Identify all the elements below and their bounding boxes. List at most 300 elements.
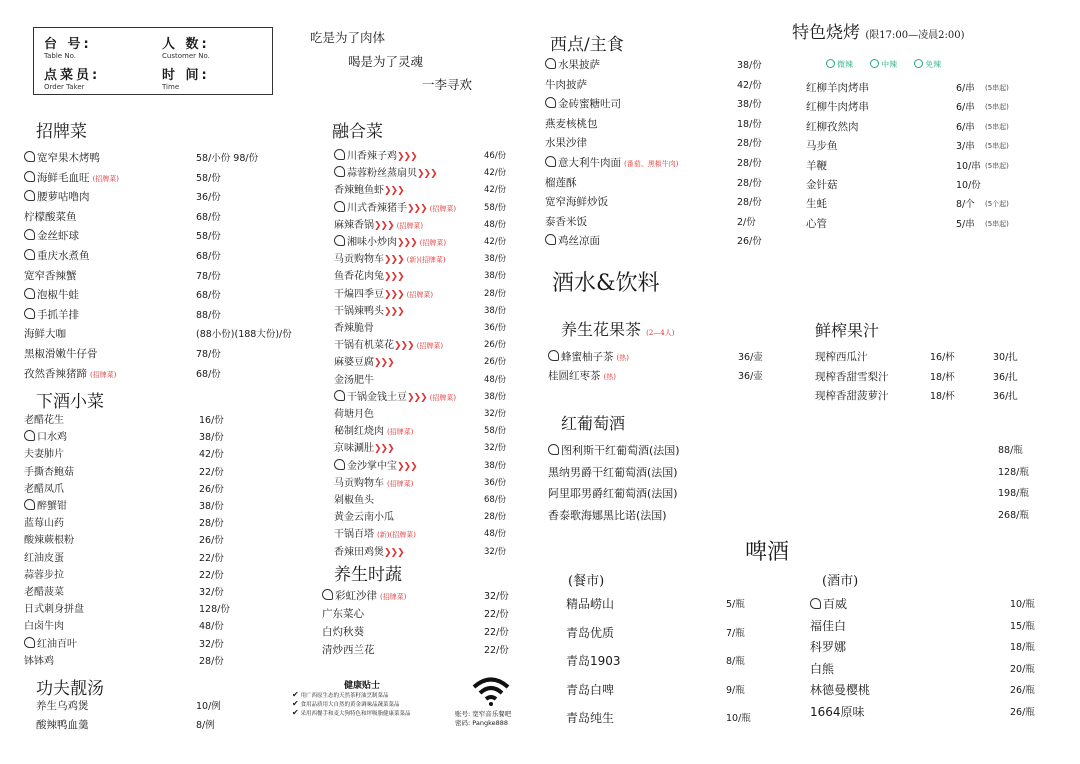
menu-item-name — [545, 175, 577, 192]
item-name-text: 现榨西瓜汁 — [815, 351, 868, 363]
menu-item-row[interactable] — [322, 642, 509, 659]
item-name-text: 海鲜毛血旺 — [37, 171, 90, 184]
recommend-hand-icon — [810, 598, 821, 609]
menu-item-row[interactable] — [24, 532, 234, 549]
item-name-text: 羊鞭 — [806, 159, 827, 172]
menu-item-name — [548, 349, 629, 367]
menu-item-row[interactable] — [810, 661, 1040, 678]
menu-item-name — [548, 464, 678, 481]
menu-item-name — [334, 544, 404, 562]
menu-item-price: 38/份 — [484, 460, 507, 471]
time-field[interactable] — [162, 64, 210, 91]
menu-item-price: 42/份 — [737, 79, 762, 91]
item-name-text: 马步鱼 — [806, 140, 838, 153]
menu-item-price: 5/瓶 — [726, 599, 745, 610]
menu-item-name — [545, 57, 600, 74]
menu-item-price: 28/份 — [737, 138, 762, 150]
menu-item-price: 28/份 — [484, 512, 507, 523]
menu-item-price: 28/份 — [737, 177, 762, 189]
menu-item-price: 38/份 — [199, 432, 224, 444]
menu-item-name — [334, 389, 456, 407]
item-name-text: 青岛白啤 — [566, 682, 615, 697]
customer-no-label: 人 数: — [162, 37, 210, 52]
item-name-text: 老醋花生 — [24, 415, 64, 426]
menu-item-row[interactable] — [810, 596, 1040, 613]
item-tag: (招牌菜) — [380, 593, 407, 601]
menu-item-name — [810, 704, 865, 721]
item-tag: (招牌菜) — [92, 174, 119, 183]
menu-item-row[interactable] — [24, 209, 304, 226]
menu-item-name — [24, 346, 98, 363]
menu-item-price: 28/份 — [199, 518, 224, 530]
menu-item-row[interactable] — [322, 624, 509, 641]
menu-item-name — [806, 138, 838, 155]
order-header-box — [33, 27, 273, 95]
menu-item-row[interactable] — [24, 150, 304, 167]
menu-item-row[interactable] — [548, 485, 1038, 502]
menu-item-row[interactable] — [24, 618, 234, 635]
menu-item-name — [24, 550, 64, 567]
menu-item-name — [810, 596, 847, 613]
menu-item-row[interactable] — [334, 389, 509, 406]
health-tip-2: ✔ 食用品质用大自然的黄金调味品蔬菜菜品 — [292, 699, 400, 708]
recommend-hand-icon — [545, 97, 556, 108]
recommend-hand-icon — [334, 166, 345, 177]
recommend-hand-icon — [548, 444, 559, 455]
menu-item-price: 10/瓶 — [726, 713, 751, 724]
menu-item-name — [24, 366, 116, 384]
menu-item-price: 36/壶 — [738, 352, 763, 363]
menu-item-row[interactable] — [548, 507, 1038, 524]
menu-item-name — [566, 682, 614, 699]
menu-item-row[interactable] — [24, 189, 304, 206]
menu-item-row[interactable] — [810, 704, 1040, 721]
bbq-min-note: (5串起) — [985, 103, 1009, 112]
menu-item-price: 32/份 — [484, 409, 507, 419]
spicy-chili-icon: ❯❯❯ — [397, 461, 417, 472]
menu-item-row[interactable] — [545, 194, 775, 211]
health-tip-1: ✔ 用广西原生态的天然茶籽油烹制菜品 — [292, 690, 389, 699]
menu-item-row[interactable] — [548, 368, 788, 385]
juice-cup-price: 18/杯 — [930, 391, 955, 402]
menu-item-row[interactable] — [24, 464, 234, 481]
item-tag: (热) — [603, 373, 616, 381]
menu-item-name — [24, 228, 79, 245]
menu-item-row[interactable] — [334, 354, 509, 371]
menu-item-price: 28/份 — [199, 655, 224, 667]
menu-item-row[interactable] — [334, 148, 509, 165]
bbq-min-note: (5串起) — [985, 142, 1009, 151]
menu-item-row[interactable] — [24, 268, 304, 285]
quote-line-3: 一李寻欢 — [422, 77, 473, 92]
menu-item-row[interactable] — [334, 320, 509, 337]
item-name-text: 秘制红烧肉 — [334, 426, 384, 438]
menu-item-row[interactable] — [334, 544, 509, 561]
menu-item-row[interactable] — [24, 346, 304, 363]
item-name-text: 香辣田鸡煲 — [334, 546, 384, 558]
recommend-hand-icon — [334, 235, 345, 246]
menu-item-row[interactable] — [24, 248, 304, 265]
menu-item-row[interactable] — [815, 349, 1045, 366]
menu-item-name — [545, 77, 587, 94]
item-name-text: 香辣鲍鱼虾 — [334, 185, 384, 197]
menu-item-row[interactable] — [24, 584, 234, 601]
item-tag: (招牌菜) — [419, 239, 447, 247]
item-tag: (招牌菜) — [406, 290, 434, 299]
menu-item-price: 8/例 — [196, 720, 215, 731]
menu-item-row[interactable] — [334, 372, 509, 389]
spicy-option-mild[interactable]: 微辣 — [826, 60, 853, 69]
menu-item-row[interactable] — [806, 158, 1046, 175]
menu-item-price: 58/份 — [484, 202, 507, 213]
menu-item-name — [810, 661, 834, 678]
menu-item-price: 58/份 — [484, 426, 507, 437]
menu-item-row[interactable] — [24, 446, 234, 463]
item-name-text: 干锅有机菜花 — [334, 340, 394, 352]
table-no-field[interactable] — [44, 33, 92, 60]
recommend-hand-icon — [24, 288, 35, 299]
item-name-text: 现榨香甜雪梨汁 — [815, 370, 889, 383]
menu-item-price: 68/份 — [484, 495, 507, 505]
menu-item-price: 48/份 — [484, 219, 507, 230]
item-name-text: 鱼香花肉兔 — [334, 271, 384, 283]
menu-item-name — [24, 429, 67, 446]
menu-item-row[interactable] — [806, 177, 1046, 194]
menu-item-name — [334, 440, 394, 458]
menu-item-price: 42/份 — [484, 237, 507, 247]
item-tag: (招牌菜) — [387, 428, 414, 437]
menu-item-row[interactable] — [815, 388, 1045, 405]
spicy-chili-icon: ❯❯❯ — [384, 255, 404, 266]
menu-item-price: 26/瓶 — [1010, 707, 1035, 718]
menu-item-row[interactable] — [548, 442, 1038, 459]
menu-item-name — [334, 165, 437, 183]
menu-item-row[interactable] — [24, 366, 304, 383]
menu-item-row[interactable] — [24, 412, 234, 429]
item-tag: (番茄、黑椒牛肉) — [624, 160, 679, 168]
menu-item-price: 128/瓶 — [998, 466, 1029, 478]
menu-item-row[interactable] — [545, 155, 775, 172]
menu-item-price: 22/份 — [199, 552, 224, 564]
menu-item-row[interactable] — [810, 618, 1040, 635]
menu-item-price: 42/份 — [484, 168, 507, 179]
item-name-text: 宽窄海鲜炒饭 — [545, 196, 608, 209]
item-name-text: 海鲜大咖 — [24, 328, 66, 341]
tea-section-title — [561, 317, 674, 340]
menu-item-row[interactable] — [806, 80, 1046, 97]
menu-item-row[interactable] — [334, 217, 509, 234]
menu-item-price: 8/个 — [956, 199, 975, 211]
item-name-text: 红柳羊肉烤串 — [806, 82, 869, 94]
menu-item-row[interactable] — [334, 492, 509, 509]
menu-item-name — [806, 158, 827, 175]
menu-item-name — [36, 717, 89, 734]
menu-item-row[interactable] — [24, 481, 234, 498]
menu-item-row[interactable] — [334, 286, 509, 303]
menu-item-name — [334, 337, 443, 355]
spicy-chili-icon: ❯❯❯ — [397, 238, 417, 248]
menu-item-row[interactable] — [806, 99, 1046, 116]
menu-item-row[interactable] — [24, 550, 234, 567]
appetizers-section-title: 下酒小菜 — [36, 392, 104, 412]
menu-item-row[interactable] — [24, 636, 234, 653]
quote-line-1: 吃是为了肉体 — [310, 30, 386, 45]
menu-item-row[interactable] — [334, 406, 509, 423]
menu-item-row[interactable] — [545, 57, 775, 74]
fusion-section-title: 融合菜 — [332, 122, 383, 142]
menu-item-row[interactable] — [334, 234, 509, 251]
menu-item-row[interactable] — [36, 698, 236, 715]
menu-item-price: 10/串 — [956, 160, 981, 172]
health-tips-box — [292, 678, 442, 718]
menu-item-price: 26/份 — [737, 236, 762, 248]
menu-item-name — [24, 498, 67, 515]
menu-item-price: 6/串 — [956, 83, 975, 94]
menu-item-row[interactable] — [334, 526, 509, 543]
menu-item-price: 8/瓶 — [726, 656, 745, 667]
menu-item-row[interactable] — [566, 653, 756, 670]
menu-item-price: 26/份 — [484, 340, 507, 351]
spicy-chili-icon: ❯❯❯ — [384, 289, 404, 300]
menu-item-price: 32/份 — [484, 546, 507, 557]
spicy-chili-icon: ❯❯❯ — [407, 392, 427, 403]
customer-no-field[interactable] — [162, 33, 210, 60]
menu-item-row[interactable] — [24, 567, 234, 584]
menu-item-price: 46/份 — [484, 151, 507, 161]
item-name-text: 广东菜心 — [322, 608, 364, 620]
order-taker-field[interactable] — [44, 64, 100, 91]
menu-item-name — [334, 458, 417, 476]
item-name-text: 蓝莓山药 — [24, 518, 64, 530]
recommend-hand-icon — [334, 459, 345, 470]
item-name-text: 图利斯干红葡萄酒(法国) — [561, 444, 680, 457]
menu-item-row[interactable] — [24, 287, 304, 304]
item-name-text: 宽窄香辣蟹 — [24, 269, 77, 282]
menu-item-row[interactable] — [334, 182, 509, 199]
menu-item-price: 20/瓶 — [1010, 663, 1035, 675]
item-name-text: 川式香辣猪手 — [347, 202, 407, 214]
menu-item-row[interactable] — [322, 588, 509, 605]
item-name-text: 湘味小炒肉 — [347, 237, 397, 248]
menu-item-name — [322, 588, 406, 606]
menu-item-row[interactable] — [334, 268, 509, 285]
item-name-text: 干煸四季豆 — [334, 288, 384, 300]
menu-item-name — [334, 509, 394, 526]
menu-item-row[interactable] — [24, 307, 304, 324]
spicy-chili-icon: ❯❯❯ — [384, 306, 404, 317]
menu-item-price: 26/份 — [199, 535, 224, 547]
menu-item-row[interactable] — [334, 337, 509, 354]
item-name-text: 干锅金钱土豆 — [347, 391, 407, 403]
menu-item-name — [334, 182, 404, 200]
menu-item-row[interactable] — [334, 303, 509, 320]
menu-item-row[interactable] — [545, 233, 775, 250]
item-name-text: 马贡购物车 — [334, 477, 384, 489]
menu-item-row[interactable] — [548, 464, 1038, 481]
menu-item-name — [806, 196, 827, 213]
recommend-hand-icon — [545, 58, 556, 69]
soup-section-title: 功夫靓汤 — [36, 679, 104, 699]
menu-item-price: 88/份 — [196, 309, 221, 321]
menu-item-name — [815, 349, 868, 366]
menu-item-price: 28/份 — [737, 158, 762, 169]
menu-item-row[interactable] — [24, 601, 234, 618]
item-name-text: 心管 — [806, 217, 827, 230]
menu-item-row[interactable] — [806, 216, 1046, 233]
menu-item-name — [24, 446, 64, 463]
menu-item-price: 22/份 — [199, 466, 224, 478]
menu-item-row[interactable] — [566, 682, 756, 699]
juice-cup-price: 16/杯 — [930, 352, 955, 363]
item-name-text: 阿里耶男爵红葡萄酒(法国) — [548, 487, 678, 500]
item-name-text: 蜂蜜柚子茶 — [561, 351, 614, 363]
menu-item-row[interactable] — [545, 135, 775, 152]
menu-item-name — [548, 368, 616, 386]
spicy-chili-icon: ❯❯❯ — [374, 444, 394, 455]
menu-item-name — [334, 251, 446, 269]
menu-item-row[interactable] — [545, 77, 775, 94]
menu-item-row[interactable] — [810, 682, 1040, 699]
menu-item-price: 68/份 — [196, 251, 221, 262]
menu-item-row[interactable] — [545, 214, 775, 231]
menu-item-name — [806, 177, 838, 194]
bbq-min-note: (5个起) — [985, 200, 1009, 209]
juice-cup-price: 18/杯 — [930, 371, 955, 383]
menu-item-name — [806, 216, 827, 233]
spicy-option-medium[interactable]: 中辣 — [870, 60, 897, 69]
menu-item-name — [334, 354, 394, 372]
item-name-text: 现榨香甜菠萝汁 — [815, 390, 889, 402]
menu-item-row[interactable] — [334, 440, 509, 457]
menu-item-row[interactable] — [566, 625, 756, 642]
menu-item-price: 36/份 — [484, 477, 507, 488]
menu-item-price: 36/份 — [484, 323, 507, 333]
menu-item-row[interactable] — [334, 165, 509, 182]
menu-item-name — [548, 507, 667, 524]
item-name-text: 福佳白 — [810, 618, 847, 633]
menu-item-price: 38/份 — [484, 391, 507, 402]
item-name-text: 醉蟹钳 — [37, 501, 67, 512]
item-name-text: 鸡丝凉面 — [558, 235, 600, 248]
item-name-text: 泡椒牛蛙 — [37, 289, 79, 302]
menu-item-price: 26/份 — [484, 357, 507, 368]
menu-item-row[interactable] — [548, 349, 788, 366]
recommend-hand-icon — [24, 637, 35, 648]
recommend-hand-icon — [334, 149, 345, 160]
item-name-text: 养生乌鸡煲 — [36, 700, 89, 712]
spicy-chili-icon: ❯❯❯ — [384, 547, 404, 558]
item-name-text: 榴莲酥 — [545, 176, 577, 189]
menu-item-row[interactable] — [334, 509, 509, 526]
item-name-text: 彩虹沙律 — [335, 590, 377, 602]
beer-left-title: (餐市) — [568, 574, 605, 589]
menu-item-price: 10/例 — [196, 701, 221, 712]
menu-item-name — [545, 194, 608, 211]
menu-item-name — [334, 372, 374, 389]
menu-item-price: 22/份 — [199, 569, 224, 581]
menu-item-price: 38/份 — [484, 271, 507, 282]
spicy-chili-icon: ❯❯❯ — [384, 272, 404, 283]
item-name-text: 金沙掌中宝 — [347, 460, 397, 472]
menu-item-name — [815, 388, 889, 405]
bbq-hours-note: (限17:00—凌晨2:00) — [865, 30, 965, 41]
item-tag: (新)(招牌菜) — [406, 256, 446, 265]
menu-item-row[interactable] — [334, 458, 509, 475]
menu-item-price: 48/份 — [484, 374, 507, 385]
menu-item-row[interactable] — [545, 175, 775, 192]
item-name-text: 腰萝咕噜肉 — [37, 191, 90, 204]
menu-item-name — [24, 515, 64, 532]
health-tips-title: 健康贴士 — [343, 681, 380, 691]
menu-item-price: 36/份 — [196, 192, 221, 204]
item-name-text: 红柳牛肉烤串 — [806, 101, 869, 114]
menu-item-row[interactable] — [24, 228, 304, 245]
item-name-text: 宽窄果木烤鸭 — [37, 152, 100, 164]
spicy-option-none[interactable]: 免辣 — [914, 60, 941, 69]
item-name-text: 青岛纯生 — [566, 711, 615, 725]
menu-item-row[interactable] — [24, 326, 304, 343]
menu-item-price: 22/份 — [484, 645, 509, 656]
menu-item-name — [24, 307, 79, 324]
menu-item-row[interactable] — [334, 200, 509, 217]
menu-item-row[interactable] — [810, 639, 1040, 656]
menu-item-price: 32/份 — [484, 443, 507, 454]
recommend-hand-icon — [545, 234, 556, 245]
menu-item-name — [545, 155, 678, 173]
item-name-text: 口水鸡 — [37, 432, 67, 444]
drinks-section-title: 酒水&饮料 — [552, 271, 660, 296]
item-name-text: 红油皮蛋 — [24, 552, 64, 564]
recommend-hand-icon — [24, 151, 35, 162]
menu-item-row[interactable] — [322, 606, 509, 623]
menu-item-row[interactable] — [24, 429, 234, 446]
menu-item-name — [334, 406, 374, 423]
spicy-chili-icon: ❯❯❯ — [384, 186, 404, 197]
menu-item-row[interactable] — [24, 653, 234, 670]
item-name-text: 剁椒鱼头 — [334, 495, 374, 506]
menu-item-name — [322, 642, 375, 659]
menu-item-row[interactable] — [545, 116, 775, 133]
menu-item-row[interactable] — [806, 138, 1046, 155]
menu-item-name — [24, 584, 64, 601]
menu-item-name — [548, 485, 678, 502]
menu-item-row[interactable] — [815, 369, 1045, 386]
menu-item-row[interactable] — [334, 251, 509, 268]
menu-item-name — [24, 189, 90, 206]
menu-item-row[interactable] — [806, 196, 1046, 213]
menu-item-row[interactable] — [806, 119, 1046, 136]
menu-item-row[interactable] — [334, 423, 509, 440]
item-name-text: 泰香米饭 — [545, 215, 587, 228]
wifi-account: 账号: 宽窄音乐餐吧 — [455, 710, 512, 718]
menu-item-name — [334, 492, 374, 509]
menu-item-row[interactable] — [334, 475, 509, 492]
item-name-text: 金砖蜜糖吐司 — [558, 98, 621, 111]
menu-item-name — [548, 442, 680, 459]
recommend-hand-icon — [24, 499, 35, 510]
menu-item-row[interactable] — [566, 596, 756, 613]
menu-item-price: 32/份 — [199, 587, 224, 598]
menu-item-row[interactable] — [566, 710, 756, 727]
menu-item-row[interactable] — [545, 96, 775, 113]
item-name-text: 金汤肥牛 — [334, 374, 374, 386]
menu-item-row[interactable] — [24, 515, 234, 532]
menu-item-row[interactable] — [24, 498, 234, 515]
menu-item-row[interactable] — [36, 717, 236, 734]
time-label: 时 间: — [162, 68, 210, 83]
menu-item-name — [334, 200, 456, 218]
menu-item-row[interactable] — [24, 170, 304, 187]
